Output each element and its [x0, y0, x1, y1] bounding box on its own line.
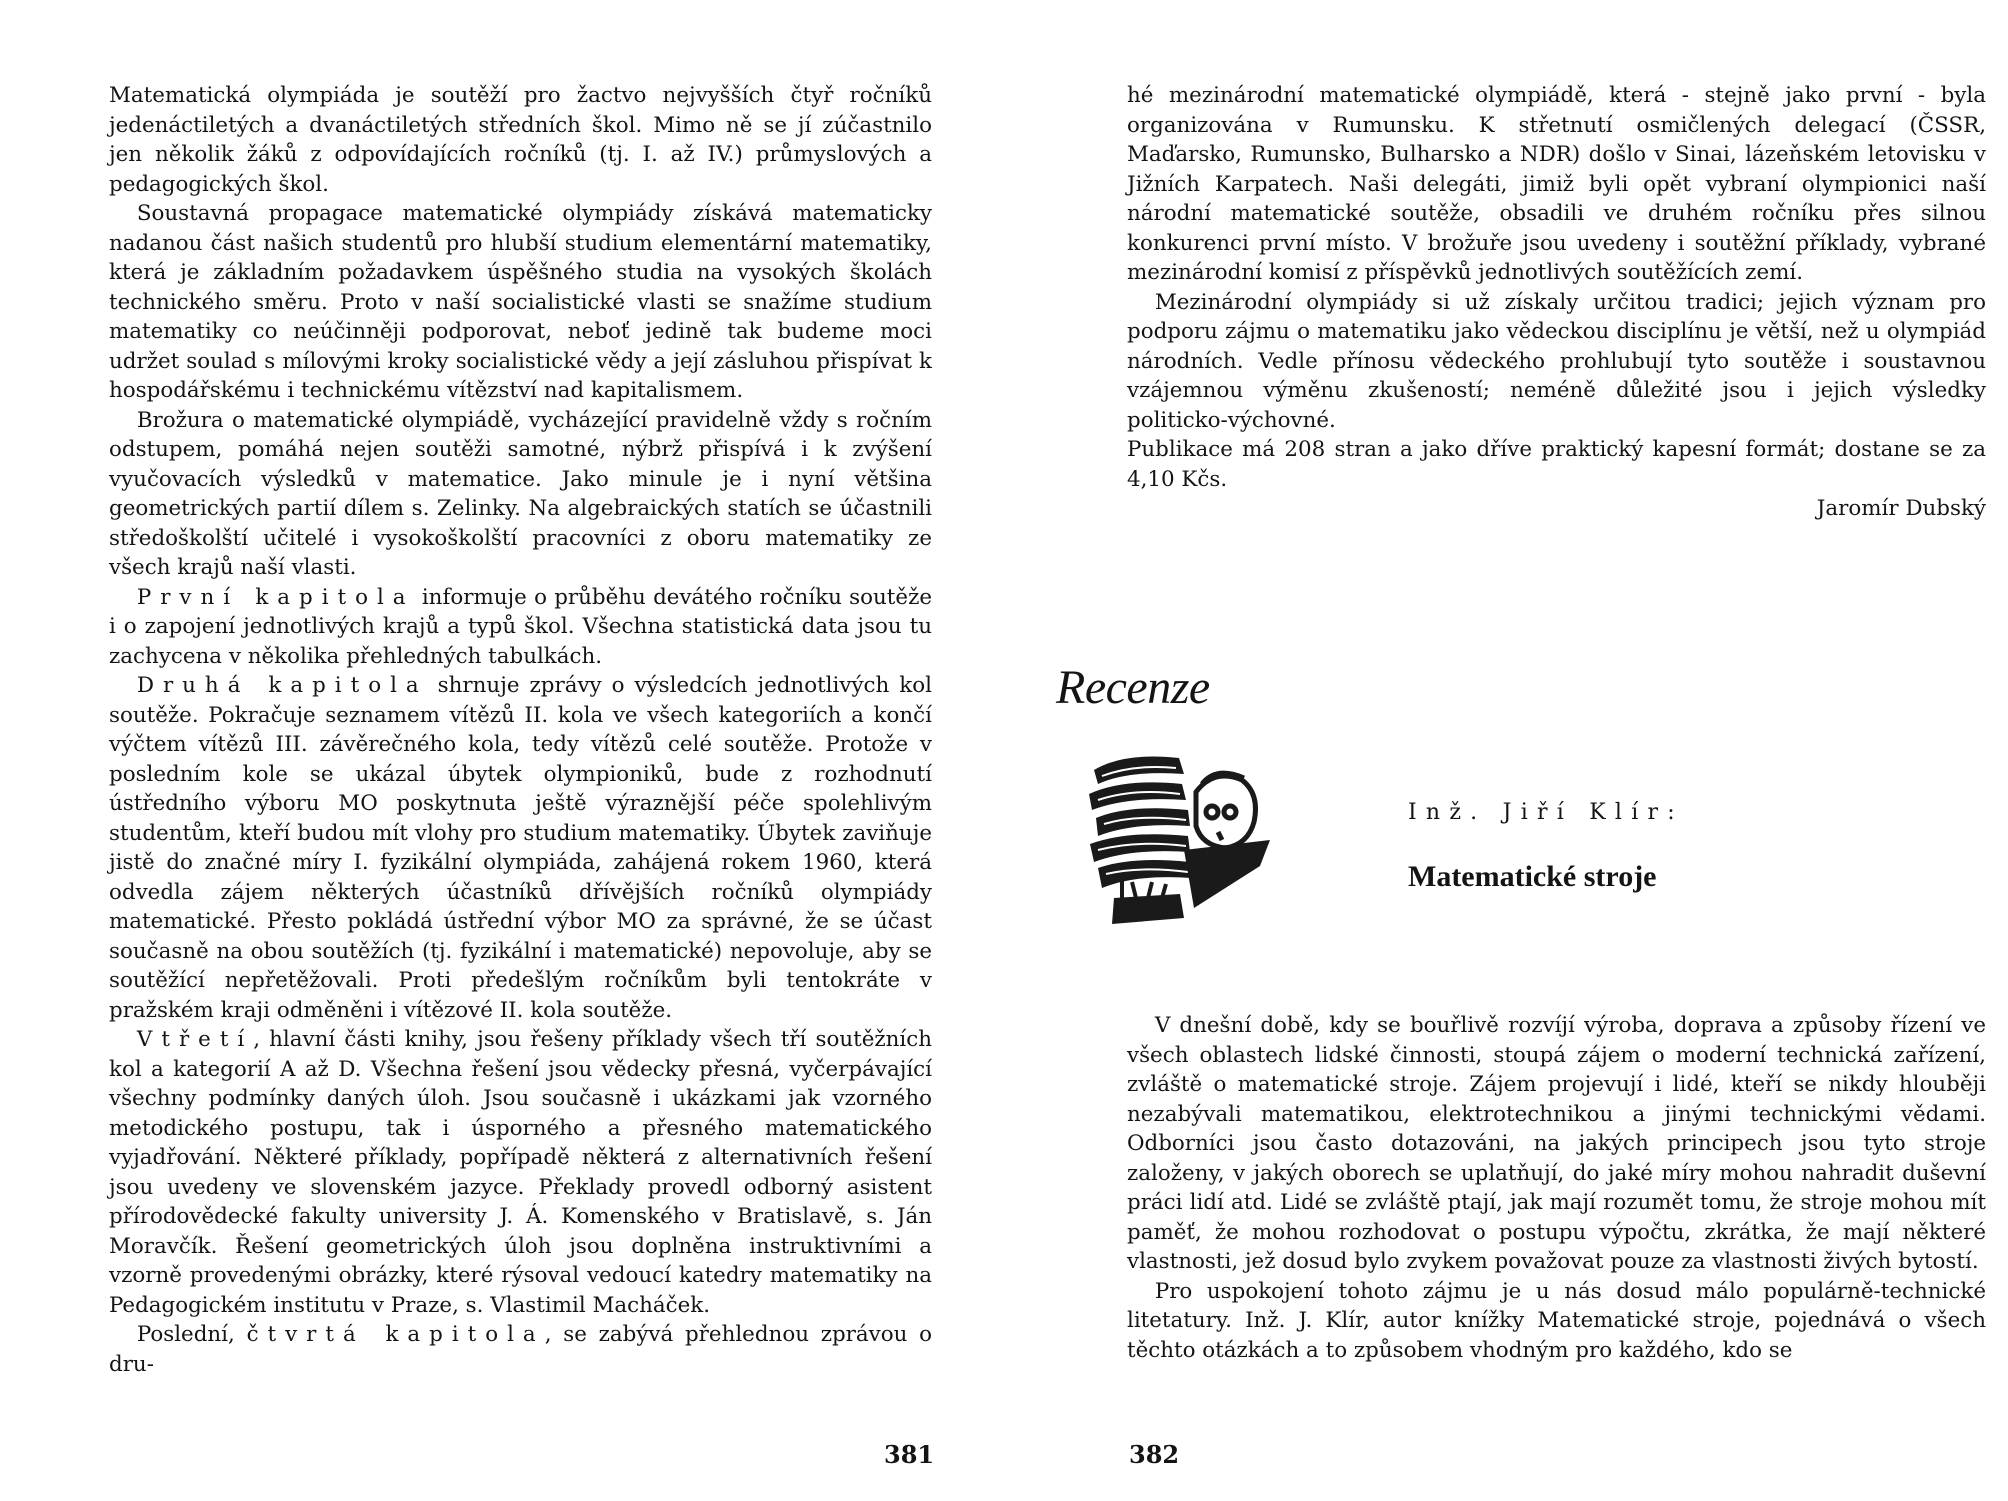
signature: Jaromír Dubský [1816, 496, 1986, 521]
paragraph: Mezinárodní olympiády si už získaly určitou tradici; jejich význam pro podporu zájmu o matematiku jako vědeckou disciplínu je větší, než u olympiád národních. Vedle přínosu vědeckého prohlubují tyto soutěže i soustavnou vzájemnou výměnu zkušeností; neméně důležité jsou i jejich výsledky politicko-výchovné. [1127, 289, 1986, 433]
paragraph [109, 583, 932, 672]
spaced-phrase: První kapitola [136, 584, 415, 610]
paragraph: V dnešní době, kdy se bouřlivě rozvíjí výroba, doprava a způsoby řízení ve všech oblastech lidské činnosti, stoupá zájem o moderní technická zařízení, zvláště o matematické stroje. Zájem projevují i lidé, kteří se nikdy hlouběji nezabývali matematikou, elektrotechnikou a jinými technickými vědami. Odborníci jsou často dotazováni, na jakých principech jsou tyto stroje založeny, v jakých oborech se uplatňují, do jaké míry mohou nahradit duševní práci lidí atd. Lidé se zvláště ptají, jak mají rozumět tomu, že stroje mohou mít paměť, že mohou rozhodovat o postupu výpočtu, zkrátka, že mají některé vlastnosti, jež dosud bylo zvykem považovat pouze za vlastnosti živých bytostí. [1127, 1013, 1986, 1274]
paragraph [109, 671, 932, 1025]
page-number: 382 [1129, 1440, 1180, 1469]
paragraph: hé mezinárodní matematické olympiádě, která - stejně jako první - byla organizována v Rumunsku. K střetnutí osmičlených delegací (ČSSR, Maďarsko, Rumunsko, Bulharsko a NDR) došlo v Sinai, lázeňském letovisku v Jižních Karpatech. Naši delegáti, jimiž byli opět vybraní olympionici naší národní matematické soutěže, obsadili ve druhém ročníku přes silnou konkurenci první místo. V brožuře jsou uvedeny i soutěžní příklady, vybrané mezinárodní komisí z příspěvků jednotlivých soutěžících zemí. [1127, 83, 1986, 285]
paragraph: Brožura o matematické olympiádě, vycházející pravidelně vždy s ročním odstupem, pomáhá nejen soutěži samotné, nýbrž přispívá i k zvýšení vyučovacích výsledků v matematice. Jako minule je i nyní většina geometrických partií dílem s. Zelinky. Na algebraických statích se účastnili středoškolští učitelé i vysokoškolští pracovníci z oboru matematiky ze všech krajů naší vlasti. [109, 407, 932, 580]
books-and-reader-icon [1084, 748, 1284, 930]
paragraph-text: , se zabývá přehlednou zprávou o dru- [109, 1322, 933, 1377]
review-author: Inž. Jiří Klír: [1408, 800, 1684, 825]
spaced-phrase: Druhá kapitola [136, 673, 428, 698]
paragraph: Pro uspokojení tohoto zájmu je u nás dosud málo populárně-technické litetatury. Inž. J. Klír, autor knížky Matematické stroje, pojednává o všech těchto otázkách a to způsobem vhodným pro každého, kdo se [1127, 1278, 1986, 1363]
page-number: 381 [884, 1440, 935, 1469]
paragraph: Publikace má 208 stran a jako dříve praktický kapesní formát; dostane se za 4,10 Kčs. [1127, 437, 1986, 492]
spaced-phrase: třetí [161, 1027, 254, 1052]
review-text-column [1127, 1011, 1986, 1365]
paragraph [109, 1320, 932, 1379]
paragraph-text: shrnuje zprávy o výsledcích jednotlivých kol soutěže. Pokračuje seznamem vítězů II. kola ve všech kategoriích a končí výčtem vítězů III. závěrečného kola, tedy vítězů celé soutěže. Protože v posledním kole se ukázal úbytek olympioniků, bude z rozhodnutí ústředního výboru MO poskytnuta ještě výraznější péče spolehlivým studentům, kteří budou mít vlohy pro studium matematiky. Úbytek zaviňuje jistě do značné míry I. fyzikální olympiáda, zahájená rokem 1960, která odvedla zájem některých účastníků dřívějších ročníků olympiády matematické. Přesto pokládá ústřední výbor MO za správné, že se účast současně na obou soutěžích (tj. fyzikální i matematické) nepovoluje, aby se soutěžící nepřetěžovali. Proti předešlým ročníkům byli tentokráte v pražském kraji odměněni i vítězové II. kola soutěže. [109, 673, 932, 1023]
left-text-column [109, 81, 932, 1379]
right-text-column [1127, 81, 1986, 524]
paragraph: Matematická olympiáda je soutěží pro žactvo nejvyšších čtyř ročníků jedenáctiletých a dvanáctiletých středních škol. Mimo ně se jí zúčastnilo jen několik žáků z odpovídajících ročníků (tj. I. až IV.) průmyslových a pedagogických škol. [109, 83, 932, 197]
paragraph-lead: Poslední, [136, 1322, 247, 1347]
spaced-phrase: čtvrtá kapitola [246, 1322, 545, 1347]
right-page [1004, 0, 2008, 1501]
paragraph-text: informuje o průběhu devátého ročníku soutěže i o zapojení jednotlivých krajů a typů škol. Všechna statistická data jsou tu zachycena v několika přehledných tabulkách. [109, 584, 932, 669]
paragraph: Soustavná propagace matematické olympiády získává matematicky nadanou část našich studentů pro hlubší studium elementární matematiky, která je základním požadavkem úspěšného studia na vysokých školách technického směru. Proto v naší socialistické vlasti se snažíme studium matematiky co neúčinněji podporovat, neboť jedině tak budeme moci udržet soulad s mílovými kroky socialistické vědy a její zásluhou přispívat k hospodářskému i technickému vítězství nad kapitalismem. [109, 201, 932, 403]
paragraph-lead: V [136, 1027, 162, 1052]
paragraph [109, 1025, 932, 1320]
paragraph-text: , hlavní části knihy, jsou řešeny příklady všech tří soutěžních kol a kategorií A až D. Všechna řešení jsou vědecky přesná, vyčerpávající všechny podmínky daných úloh. Jsou současně i ukázkami jak vzorného metodického postupu, tak i úsporného a přesného matematického vyjadřování. Některé příklady, popřípadě některá z alternativních řešení jsou uvedeny ve slovenském jazyce. Překlady provedl odborný asistent přírodovědecké fakulty university J. Á. Komenského v Bratislavě, s. Ján Moravčík. Řešení geometrických úloh jsou doplněna instruktivními a vzorně provedenými obrázky, které rýsoval vedoucí katedry matematiky na Pedagogickém institutu v Praze, s. Vlastimil Macháček. [109, 1027, 932, 1318]
section-heading: Recenze [1056, 661, 1210, 714]
review-title: Matematické stroje [1408, 860, 1657, 893]
